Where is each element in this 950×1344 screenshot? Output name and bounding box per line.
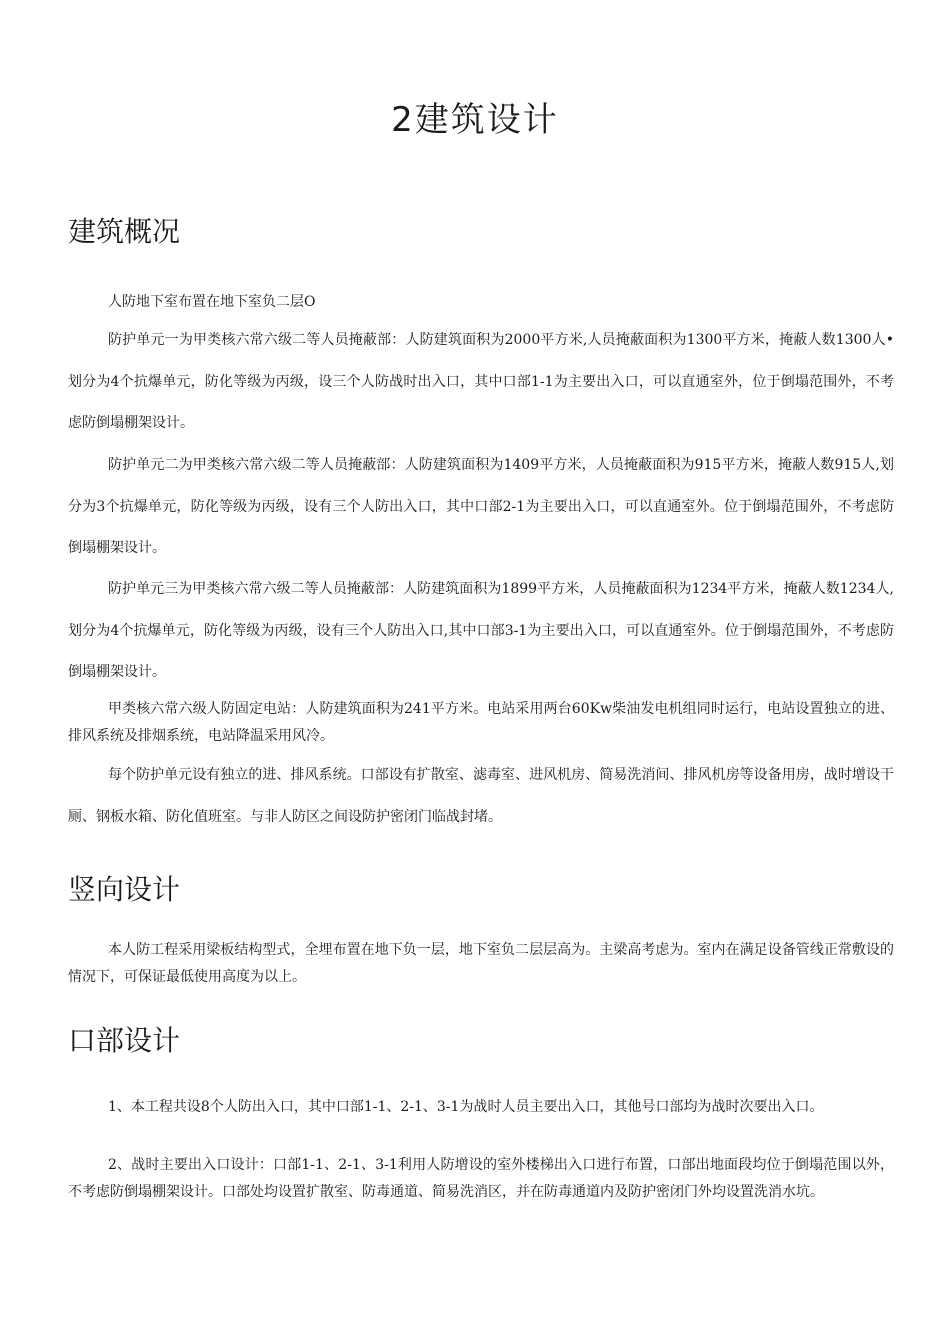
paragraph: 本人防工程采用梁板结构型式，全埋布置在地下负一层，地下室负二层层高为。主梁高考虑为。室内在满足设备管线正常敷设的情况下，可保证最低使用高度为以上。 <box>68 942 894 985</box>
page-title: 2建筑设计 <box>391 100 559 140</box>
paragraph: 2、战时主要出入口设计：口部1-1、2-1、3-1利用人防增设的室外楼梯出入口进行布置，口部出地面段均位于倒塌范围以外，不考虑防倒塌棚架设计。口部处均设置扩散室、防毒通道、简易洗消区，并在防毒通道内及防护密闭门外均设置洗消水坑。 <box>68 1157 894 1200</box>
paragraph: 防护单元二为甲类核六常六级二等人员掩蔽部：人防建筑面积为1409平方米，人员掩蔽面积为915平方米，掩蔽人数915人,划分为3个抗爆单元，防化等级为丙级，设有三个人防出入口，其中口部2-1为主要出入口，可以直通室外。位于倒塌范围外，不考虑防倒塌棚架设计。 <box>68 457 894 556</box>
section-heading-vertical-design: 竖向设计 <box>68 873 181 906</box>
paragraph: 甲类核六常六级人防固定电站：人防建筑面积为241平方米。电站采用两台60Kw柴油发电机组同时运行，电站设置独立的进、排风系统及排烟系统，电站降温采用风冷。 <box>68 701 894 744</box>
section-heading-overview: 建筑概况 <box>68 215 181 248</box>
paragraph: 防护单元三为甲类核六常六级二等人员掩蔽部：人防建筑面积为1899平方米，人员掩蔽面积为1234平方米，掩蔽人数1234人,划分为4个抗爆单元，防化等级为丙级，设有三个人防出入口,其中口部3-1为主要出入口，可以直通室外。位于倒塌范围外，不考虑防倒塌棚架设计。 <box>68 581 894 680</box>
paragraph: 每个防护单元设有独立的进、排风系统。口部设有扩散室、滤毒室、进风机房、简易洗消间、排风机房等设备用房，战时增设干厕、钢板水箱、防化值班室。与非人防区之间设防护密闭门临战封堵。 <box>68 767 894 825</box>
paragraph: 人防地下室布置在地下室负二层O <box>108 294 316 310</box>
paragraph: 1、本工程共设8个人防出入口，其中口部1-1、2-1、3-1为战时人员主要出入口，其他号口部均为战时次要出入口。 <box>108 1099 824 1115</box>
section-heading-entrance-design: 口部设计 <box>68 1024 181 1057</box>
paragraph: 防护单元一为甲类核六常六级二等人员掩蔽部：人防建筑面积为2000平方米,人员掩蔽面积为1300平方米，掩蔽人数1300人•划分为4个抗爆单元，防化等级为丙级，设三个人防战时出入口，其中口部1-1为主要出入口，可以直通室外，位于倒塌范围外，不考虑防倒塌棚架设计。 <box>68 332 894 431</box>
